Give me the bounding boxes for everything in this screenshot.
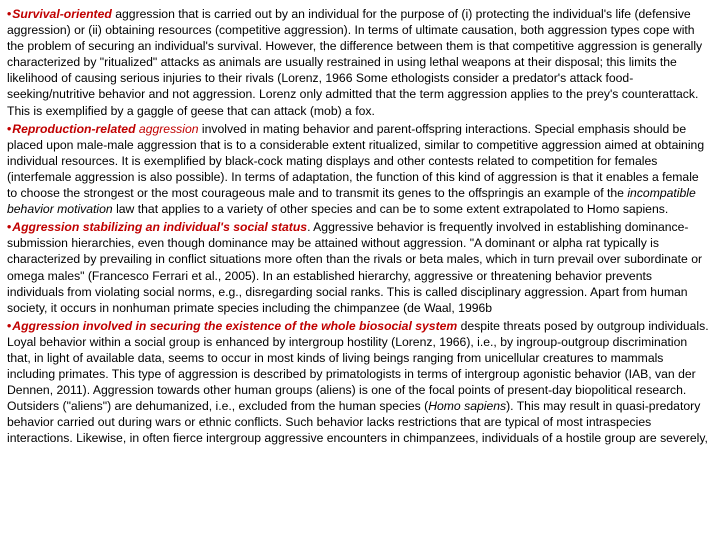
bullet-marker: • (7, 7, 12, 21)
paragraph-text: despite threats posed by outgroup individuals. Loyal behavior within a social group is enhanced by intergroup hostility (Lorenz, 1966), i.e., by ingroup-outgroup discrimination that, in light of available data, seems to occur in most kinds of living beings ranging from unicellular creatures to mammals including primates. This type of aggression is described by primatologists in terms of intergroup agonistic behavior (IAB, van der Dennen, 2011). Aggression towards other human groups (aliens) is one of the focal points of present-day biopolitical research. Outsiders ("aliens") are dehumanized, i.e., excluded from the human species ( (7, 318, 709, 414)
term-reproduction-related: Reproduction-related (12, 121, 136, 136)
bullet-marker: • (7, 121, 12, 136)
italic-phrase: incompatible behavior motivation (7, 186, 696, 217)
term-biosocial-system: Aggression involved in securing the existence of the whole biosocial system (12, 318, 458, 333)
term-survival-oriented: Survival-oriented (12, 7, 112, 21)
italic-phrase: Homo sapiens (428, 399, 507, 414)
bullet-marker: • (7, 318, 12, 333)
bullet-marker: • (7, 220, 12, 235)
paragraph-reproduction-related (7, 121, 710, 218)
term-aggression: aggression (135, 121, 199, 136)
paragraph-biosocial-system (7, 318, 710, 447)
paragraph-text: aggression that is carried out by an individual for the purpose of (i) protecting the individual's life (defensive aggression) or (ii) obtaining resources (competitive aggression). In terms of ultimate causation, both aggression types cope with the problem of securing an individual's survival. However, the difference between them is that competitive aggression is generally characterized by "ritualized" attacks as animals are usually restrained in using lethal weapons at their disposal; this limits the likelihood of causing serious injuries to their rivals (Lorenz, 1966 Some ethologists consider a predator's attack food-seeking/nutritive behavior and not aggression. Lorenz only admitted that the term aggression applies to the prey's counterattack. This is exemplified by a gaggle of geese that can attack (mob) a fox. (7, 7, 703, 118)
paragraph-survival-oriented (7, 6, 710, 119)
paragraph-text: involved in mating behavior and parent-offspring interactions. Special emphasis should be placed upon male-male aggression that is to a considerable extent ritualized, similar to competitive aggression aimed at obtaining individual resources. It is exemplified by black-cock mating displays and other contests related to competition for females (interfemale aggression is also possible). In terms of adaptation, the function of this kind of aggression is that it enables a female to choose the strongest or the most courageous male and to transmit its genes to the offspringis an example of the (7, 121, 705, 201)
paragraph-text: ). This may result in quasi-predatory behavior carried out during wars or ethnic conflicts. Such behavior lacks restrictions that are typical of most intraspecies interactions. Likewise, in often fierce intergroup aggressive encounters in chimpanzees, individuals of a hostile group are severely, (7, 399, 708, 446)
paragraph-text: . Aggressive behavior is frequently involved in establishing dominance-submission hierarchies, even though dominance may be attained without aggression. "A dominant or alpha rat typically is characterized by prevailing in conflict situations more often than the rivals or beta males, which in turn prevail over subordinate or omega males" (Francesco Ferrari et al., 2005). In an established hierarchy, aggressive or threatening behavior prevents individuals from violating social norms, e.g., disregarding social ranks. This is called disciplinary aggression. Apart from human society, it occurs in nonhuman primate species including the chimpanzee (de Waal, 1996b (7, 220, 703, 315)
term-social-status: Aggression stabilizing an individual's social status (12, 220, 308, 235)
paragraph-social-status (7, 219, 710, 316)
paragraph-text: law that applies to a variety of other species and can be to some extent extrapolated to Homo sapiens. (112, 202, 669, 217)
